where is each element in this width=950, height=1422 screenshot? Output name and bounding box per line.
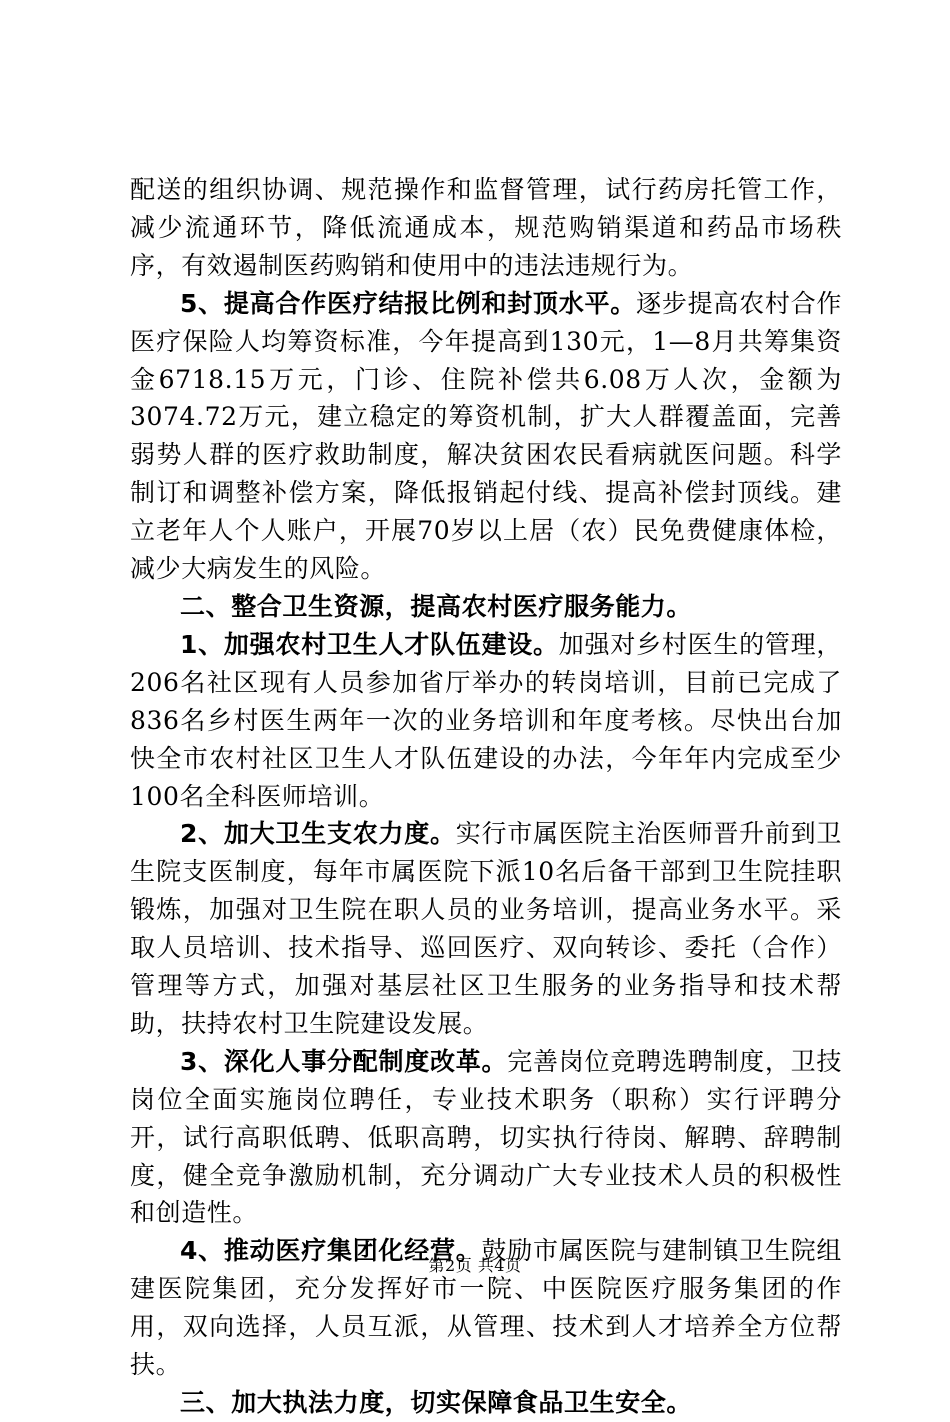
paragraph-text: 加强对乡村医生的管理，206名社区现有人员参加省厅举办的转岗培训，目前已完成了836名乡村医生两年一次的业务培训和年度考核。尽快出台加快全市农村社区卫生人才队伍建设的办法，今年年内完成至少100名全科医师培训。 bbox=[130, 629, 842, 811]
paragraph-item-1 bbox=[130, 626, 842, 816]
paragraph-heading: 1、加强农村卫生人才队伍建设。 bbox=[180, 629, 559, 659]
document-body bbox=[130, 171, 842, 1422]
paragraph-continuation bbox=[130, 171, 842, 285]
section-heading-text: 三、加大执法力度，切实保障食品卫生安全。 bbox=[180, 1388, 693, 1417]
section-heading-3 bbox=[130, 1384, 842, 1422]
page-footer bbox=[0, 1253, 950, 1276]
paragraph-item-3 bbox=[130, 1043, 842, 1233]
paragraph-heading: 2、加大卫生支农力度。 bbox=[180, 819, 456, 849]
paragraph-text: 鼓励市属医院与建制镇卫生院组建医院集团，充分发挥好市一院、中医院医疗服务集团的作用，双向选择，人员互派，从管理、技术到人才培养全方位帮扶。 bbox=[130, 1236, 842, 1380]
paragraph-text: 逐步提高农村合作医疗保险人均筹资标准，今年提高到130元，1—8月共筹集资金6718.15万元，门诊、住院补偿共6.08万人次，金额为3074.72万元，建立稳定的筹资机制，扩大人群覆盖面，完善弱势人群的医疗救助制度，解决贫困农民看病就医问题。科学制订和调整补偿方案，降低报销起付线、提高补偿封顶线。建立老年人个人账户，开展70岁以上居（农）民免费健康体检，减少大病发生的风险。 bbox=[130, 288, 842, 584]
paragraph-heading: 4、推动医疗集团化经营。 bbox=[180, 1236, 482, 1266]
paragraph-item-5 bbox=[130, 285, 842, 588]
paragraph-item-2 bbox=[130, 815, 842, 1042]
paragraph-heading: 5、提高合作医疗结报比例和封顶水平。 bbox=[180, 288, 637, 318]
paragraph-text: 实行市属医院主治医师晋升前到卫生院支医制度，每年市属医院下派10名后备干部到卫生院挂职锻炼，加强对卫生院在职人员的业务培训，提高业务水平。采取人员培训、技术指导、巡回医疗、双向转诊、委托（合作）管理等方式，加强对基层社区卫生服务的业务指导和技术帮助，扶持农村卫生院建设发展。 bbox=[130, 819, 842, 1038]
section-heading-text: 二、整合卫生资源，提高农村医疗服务能力。 bbox=[180, 591, 693, 621]
paragraph-text: 完善岗位竞聘选聘制度，卫技岗位全面实施岗位聘任，专业技术职务（职称）实行评聘分开，试行高职低聘、低职高聘，切实执行待岗、解聘、辞聘制度，健全竞争激励机制，充分调动广大专业技术人员的积极性和创造性。 bbox=[130, 1046, 842, 1228]
paragraph-heading: 3、深化人事分配制度改革。 bbox=[180, 1046, 508, 1076]
paragraph-text: 配送的组织协调、规范操作和监督管理，试行药房托管工作，减少流通环节，降低流通成本，规范购销渠道和药品市场秩序，有效遏制医药购销和使用中的违法违规行为。 bbox=[130, 175, 842, 280]
section-heading-2 bbox=[130, 588, 842, 626]
page-number-label: 第2页 共4页 bbox=[428, 1256, 522, 1275]
